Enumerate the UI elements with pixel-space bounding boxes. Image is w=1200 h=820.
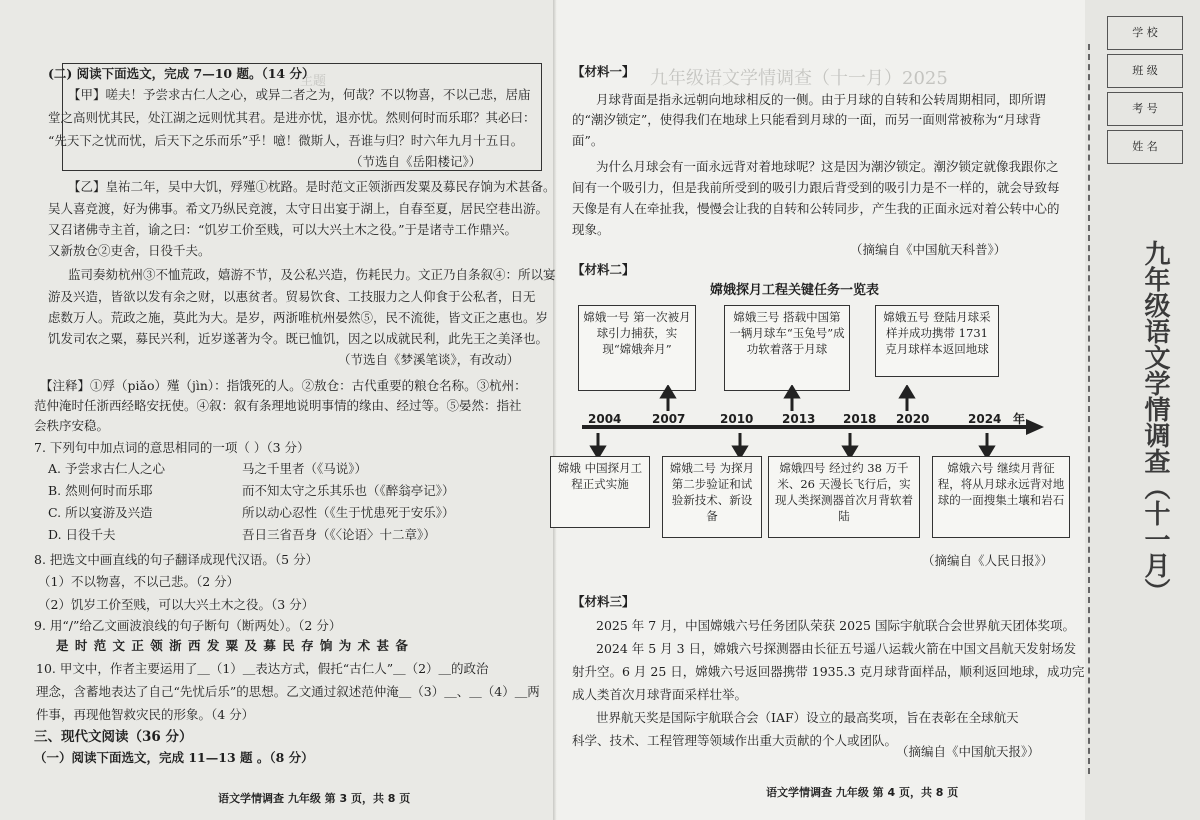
yi-line: 饥发司农之粟，募民兴利，近岁遂著为令。既已恤饥，因之以成就民利，此先王之美泽也。	[48, 331, 549, 346]
jia-line: 【甲】嗟夫！予尝求古仁人之心，或异二者之为，何哉？不以物喜，不以己悲，居庙	[68, 87, 531, 102]
notes-line: 范仲淹时任浙西经略安抚使。④叙：叙有条理地说明事情的缘由、经过等。⑤晏然：指社	[34, 398, 522, 413]
timeline-box-change1: 嫦娥一号 第一次被月球引力捕获，实现“嫦娥奔月”	[578, 305, 696, 391]
year-label: 2004	[588, 412, 622, 426]
year-label: 2024	[968, 412, 1002, 426]
jia-source: （节选自《岳阳楼记》）	[350, 154, 482, 169]
material-1-line: 的“潮汐锁定”，使得我们在地球上只能看到月球的一面，而另一面则常被称为“月球背	[572, 112, 1042, 127]
material-3-line: 科学、技术、工程管理等领域作出重大贡献的个人或团队。	[572, 733, 898, 748]
q7-option-a-pair: 马之千里者（《马说》）	[242, 461, 368, 476]
year-label: 2013	[782, 412, 816, 426]
q7-option-c-pair: 所以动心忍性（《生于忧患死于安乐》）	[242, 505, 455, 520]
question-7: 7. 下列句中加点词的意思相同的一项（ ）（3 分）	[34, 440, 310, 455]
year-label: 2020	[896, 412, 930, 426]
left-footer: 语文学情调查 九年级 第 3 页，共 8 页	[218, 792, 411, 805]
timeline-box-change-project: 嫦娥 中国探月工程正式实施	[550, 456, 650, 528]
q7-option-b: B. 然则何时而乐耶	[48, 483, 153, 498]
yi-line: 吴人喜竞渡，好为佛事。希文乃纵民竞渡，太守日出宴于湖上，自春至夏，居民空巷出游。	[48, 201, 549, 216]
material-1-line: 月球背面是指永远朝向地球相反的一侧。由于月球的自转和公转周期相同，即所谓	[596, 92, 1047, 107]
q7-option-c: C. 所以宴游及兴造	[48, 505, 153, 520]
yi-line: 又新敖仓②吏舍，日役千夫。	[48, 243, 211, 258]
q7-option-d: D. 日役千夫	[48, 527, 116, 542]
yi-line: 监司奏劾杭州③不恤荒政，嬉游不节，及公私兴造，伤耗民力。文正乃自条叙④：所以宴	[68, 267, 556, 282]
timeline-title: 嫦娥探月工程关键任务一览表	[710, 283, 880, 298]
right-footer: 语文学情调查 九年级 第 4 页，共 8 页	[766, 786, 959, 799]
cut-line	[1088, 44, 1091, 774]
q8-part-1: （1）不以物喜，不以己悲。（2 分）	[38, 574, 240, 589]
material-1-line: 为什么月球会有一面永远背对着地球呢？这是因为潮汐锁定。潮汐锁定就像我跟你之	[596, 159, 1059, 174]
material-2-tag: 【材料二】	[572, 262, 635, 277]
section-title: (二) 阅读下面选文，完成 7—10 题。（14 分）	[48, 66, 315, 81]
material-3-line: 成人类首次月球背面采样壮举。	[572, 687, 748, 702]
q9-sentence: 是 时 范 文 正 领 浙 西 发 粟 及 募 民 存 饷 为 术 甚 备	[56, 638, 409, 653]
section-3-title: 三、现代文阅读（36 分）	[34, 729, 193, 745]
question-10-cont: 件事，再现他智救灾民的形象。（4 分）	[36, 707, 255, 722]
question-8: 8. 把选文中画直线的句子翻译成现代汉语。（5 分）	[34, 552, 319, 567]
yi-line: 【乙】皇祐二年，吴中大饥，殍殣①枕路。是时范文正领浙西发粟及募民存饷为术甚备。	[68, 179, 556, 194]
bleed-through: 九年级语文学情调查（十一月）2025	[650, 68, 948, 89]
material-3-tag: 【材料三】	[572, 594, 635, 609]
material-3-line: 2024 年 5 月 3 日，嫦娥六号探测器由长征五号遥八运载火箭在中国文昌航天发射场发	[596, 641, 1077, 656]
q7-option-b-pair: 而不知太守之乐其乐也（《醉翁亭记》）	[242, 483, 455, 498]
material-3-source: （摘编自《中国航天报》）	[896, 744, 1040, 759]
exam-number-field[interactable]: 考 号	[1107, 92, 1183, 126]
material-1-source: （摘编自《中国航天科普》）	[850, 242, 1007, 257]
notes-line: 会秩序安稳。	[34, 418, 110, 433]
yi-line: 虑数万人。荒政之施，莫此为大。是岁，两浙唯杭州晏然⑤，民不流徙，皆文正之惠也。岁	[48, 310, 549, 325]
jia-line: “先天下之忧而忧，后天下之乐而乐”乎！噫！微斯人，吾谁与归？时六年九月十五日。	[48, 133, 524, 148]
material-1-tag: 【材料一】	[572, 64, 635, 79]
timeline-box-change6: 嫦娥六号 继续月背征程，将从月球永远背对地球的一面搜集土壤和岩石	[932, 456, 1070, 538]
question-10-cont: 理念，含蓄地表达了自己“先忧后乐”的思想。乙文通过叙述范仲淹＿（3）＿、＿（4）＿两	[36, 684, 540, 699]
material-1-line: 间有一个吸引力，但是我前所受到的吸引力跟后背受到的吸引力是不一样的，就会导致每	[572, 180, 1060, 195]
timeline-box-change4: 嫦娥四号 经过约 38 万千米、26 天漫长飞行后，实现人类探测器首次月背软着陆	[768, 456, 920, 538]
year-label: 2010	[720, 412, 754, 426]
yi-line: 游及兴造，皆欲以发有余之财，以惠贫者。贸易饮食、工技服力之人仰食于公私者，日无	[48, 289, 536, 304]
timeline-box-change2: 嫦娥二号 为探月第二步验证和试验新技术、新设备	[662, 456, 762, 538]
material-1-line: 现象。	[572, 222, 610, 237]
question-10: 10. 甲文中，作者主要运用了＿（1）＿表达方式，假托“古仁人”＿（2）＿的政治	[36, 661, 489, 676]
q8-part-2: （2）饥岁工价至贱，可以大兴土木之役。（3 分）	[38, 597, 315, 612]
year-label: 2007	[652, 412, 686, 426]
timeline-box-change5: 嫦娥五号 登陆月球采样并成功携带 1731 克月球样本返回地球	[875, 305, 999, 377]
jia-line: 堂之高则忧其民，处江湖之远则忧其君。是进亦忧，退亦忧。然则何时而乐耶？其必曰：	[48, 110, 536, 125]
question-9: 9. 用“/”给乙文画波浪线的句子断句（断两处）。（2 分）	[34, 618, 342, 633]
q7-option-d-pair: 吾日三省吾身（《〈论语〉十二章》）	[242, 527, 436, 542]
material-3-line: 世界航天奖是国际宇航联合会（IAF）设立的最高奖项，旨在表彰在全球航天	[596, 710, 1019, 725]
year-unit: 年	[1013, 412, 1026, 426]
timeline-box-change3: 嫦娥三号 搭载中国第一辆月球车“玉兔号”成功软着落于月球	[724, 305, 850, 391]
section-3-1-title: （一）阅读下面选文，完成 11—13 题 。（8 分）	[34, 750, 314, 765]
material-3-line: 射升空。6 月 25 日，嫦娥六号返回器携带 1935.3 克月球背面样品，顺利返回地球，成功完	[572, 664, 1085, 679]
material-3-line: 2025 年 7 月，中国嫦娥六号任务团队荣获 2025 国际宇航联合会世界航天团体奖项。	[596, 618, 1075, 633]
q7-option-a: A. 予尝求古仁人之心	[48, 461, 165, 476]
notes-line: 【注释】①殍（piǎo）殣（jìn）：指饿死的人。②敖仓：古代重要的粮仓名称。③杭州：	[40, 378, 527, 393]
yi-line: 又召诸佛寺主首，谕之曰：“饥岁工价至贱，可以大兴土木之役。”于是诸寺工作鼎兴。	[48, 222, 518, 237]
school-field[interactable]: 学 校	[1107, 16, 1183, 50]
bleed-through: 主题	[300, 74, 327, 89]
class-field[interactable]: 班 级	[1107, 54, 1183, 88]
material-1-line: 面”。	[572, 133, 604, 148]
yi-source: （节选自《梦溪笔谈》，有改动）	[338, 352, 520, 367]
material-1-line: 天像是有人在牵扯我，慢慢会让我的自转和公转同步，产生我的正面永远对着公转中心的	[572, 201, 1060, 216]
vertical-exam-title: 九年级语文学情调查（十一月）	[1140, 240, 1170, 604]
year-label: 2018	[843, 412, 877, 426]
material-2-source: （摘编自《人民日报》）	[922, 553, 1054, 568]
name-field[interactable]: 姓 名	[1107, 130, 1183, 164]
